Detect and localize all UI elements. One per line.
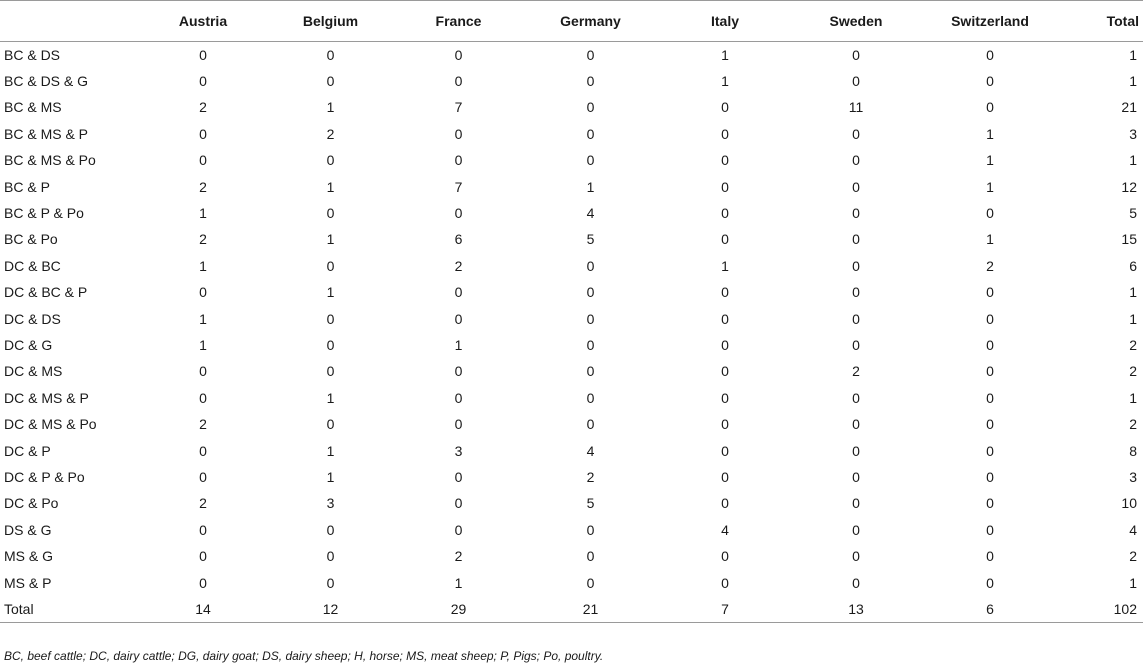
row-total-cell: 2 — [1129, 363, 1137, 380]
table-cell: 0 — [852, 46, 860, 63]
row-label: MS & G — [4, 548, 54, 565]
table-cell: 0 — [986, 574, 994, 591]
table-cell: 0 — [852, 521, 860, 538]
table-cell: 0 — [199, 152, 207, 169]
table-cell: 0 — [986, 495, 994, 512]
table-cell: 0 — [852, 205, 860, 222]
table-cell: 0 — [199, 46, 207, 63]
table-cell: 0 — [586, 574, 595, 591]
table-cell: 0 — [721, 495, 729, 512]
table-cell: 0 — [852, 284, 860, 301]
table-cell: 5 — [586, 495, 595, 512]
table-cell: 1 — [986, 125, 994, 142]
header-italy: Italy — [659, 1, 791, 42]
table-cell: 0 — [586, 257, 595, 274]
row-total-cell: 102 — [1059, 596, 1143, 622]
row-label: BC & Po — [4, 231, 58, 248]
table-cell: 0 — [721, 389, 729, 406]
table-cell: 1 — [454, 336, 463, 353]
table-cell: 0 — [852, 548, 860, 565]
table-cell: 0 — [852, 178, 860, 195]
row-label: DC & G — [4, 336, 53, 353]
row-total-cell: 2 — [1129, 416, 1137, 433]
row-total-cell: 1 — [1129, 73, 1137, 90]
table-cell: 0 — [199, 125, 207, 142]
row-label: BC & DS — [4, 46, 61, 63]
table-row — [0, 490, 1143, 516]
table-cell: 0 — [986, 468, 994, 485]
table-cell: 0 — [454, 284, 463, 301]
table-cell: 1 — [326, 389, 335, 406]
table-cell: 0 — [326, 574, 335, 591]
table-cell: 6 — [454, 231, 463, 248]
table-cell: 0 — [852, 310, 860, 327]
row-label: BC & P & Po — [4, 205, 84, 222]
table-cell: 1 — [199, 205, 207, 222]
table-row — [0, 464, 1143, 490]
table-cell: 0 — [586, 310, 595, 327]
table-cell: 29 — [395, 596, 522, 622]
table-cell: 0 — [326, 152, 335, 169]
table-cell: 1 — [326, 231, 335, 248]
row-label: DS & G — [4, 521, 52, 538]
table-cell: 0 — [721, 336, 729, 353]
table-cell: 0 — [721, 416, 729, 433]
row-label: DC & MS — [4, 363, 63, 380]
row-label: DC & Po — [4, 495, 59, 512]
row-total-cell: 15 — [1121, 231, 1137, 248]
table-row — [0, 569, 1143, 595]
table-row — [0, 411, 1143, 437]
table-cell: 0 — [986, 363, 994, 380]
table-cell: 0 — [852, 125, 860, 142]
table-cell: 0 — [326, 205, 335, 222]
table-cell: 0 — [721, 125, 729, 142]
table-cell: 0 — [326, 416, 335, 433]
table-body — [0, 42, 1143, 623]
table-header-row — [0, 1, 1143, 42]
table-footnote: BC, beef cattle; DC, dairy cattle; DG, dairy goat; DS, dairy sheep; H, horse; MS, meat sheep; P, Pigs; Po, poultry. — [4, 649, 604, 663]
header-label-cell — [0, 1, 140, 42]
table-cell: 0 — [986, 336, 994, 353]
table-cell: 2 — [454, 548, 463, 565]
header-germany: Germany — [522, 1, 659, 42]
header-france: France — [395, 1, 522, 42]
table-row — [0, 68, 1143, 94]
row-label: Total — [0, 596, 140, 622]
table-cell: 0 — [986, 310, 994, 327]
table-cell: 0 — [852, 231, 860, 248]
table-cell: 2 — [199, 416, 207, 433]
row-total-cell: 1 — [1129, 284, 1137, 301]
table-cell: 0 — [199, 574, 207, 591]
row-total-cell: 1 — [1129, 574, 1137, 591]
row-label: BC & MS & P — [4, 125, 89, 142]
header-switzerland: Switzerland — [921, 1, 1059, 42]
row-total-cell: 21 — [1121, 99, 1137, 116]
table-cell: 4 — [586, 205, 595, 222]
table-cell: 4 — [586, 442, 595, 459]
row-total-cell: 6 — [1129, 257, 1137, 274]
table-row — [0, 437, 1143, 463]
table-cell: 0 — [454, 389, 463, 406]
table-row — [0, 279, 1143, 305]
table-cell: 0 — [454, 205, 463, 222]
row-label: DC & BC — [4, 257, 61, 274]
table-cell: 0 — [326, 521, 335, 538]
table-cell: 0 — [852, 152, 860, 169]
row-total-cell: 3 — [1129, 125, 1137, 142]
row-total-cell: 4 — [1129, 521, 1137, 538]
table-cell: 0 — [721, 99, 729, 116]
table-cell: 0 — [721, 178, 729, 195]
table-cell: 0 — [852, 336, 860, 353]
table-cell: 7 — [659, 596, 791, 622]
table-cell: 0 — [326, 548, 335, 565]
table-cell: 0 — [199, 468, 207, 485]
table-cell: 2 — [586, 468, 595, 485]
row-total-cell: 2 — [1129, 548, 1137, 565]
table-cell: 2 — [199, 495, 207, 512]
table-cell: 7 — [454, 99, 463, 116]
table-cell: 0 — [586, 46, 595, 63]
table-cell: 0 — [586, 336, 595, 353]
table-cell: 2 — [852, 363, 860, 380]
table-cell: 2 — [454, 257, 463, 274]
row-total-cell: 3 — [1129, 468, 1137, 485]
row-label: DC & DS — [4, 310, 61, 327]
table-cell: 0 — [586, 548, 595, 565]
table-cell: 21 — [522, 596, 659, 622]
table-cell: 1 — [326, 468, 335, 485]
table-cell: 0 — [326, 73, 335, 90]
table-row — [0, 42, 1143, 68]
table-cell: 0 — [199, 73, 207, 90]
table-row — [0, 253, 1143, 279]
table-cell: 3 — [326, 495, 335, 512]
table-cell: 0 — [721, 231, 729, 248]
table-cell: 0 — [721, 205, 729, 222]
table-cell: 1 — [721, 73, 729, 90]
table-cell: 0 — [199, 521, 207, 538]
header-austria: Austria — [140, 1, 266, 42]
table-row — [0, 358, 1143, 384]
table-cell: 0 — [986, 205, 994, 222]
table-cell: 0 — [852, 416, 860, 433]
table-cell: 0 — [199, 548, 207, 565]
table-cell: 1 — [454, 574, 463, 591]
table-row — [0, 226, 1143, 252]
table-cell: 14 — [140, 596, 266, 622]
row-total-cell: 1 — [1129, 152, 1137, 169]
table-cell: 0 — [199, 363, 207, 380]
row-label: DC & P & Po — [4, 468, 85, 485]
table-cell: 0 — [454, 363, 463, 380]
table-cell: 0 — [852, 389, 860, 406]
table-cell: 0 — [721, 442, 729, 459]
table-cell: 1 — [721, 46, 729, 63]
table-cell: 0 — [586, 99, 595, 116]
table-cell: 13 — [791, 596, 921, 622]
table-cell: 0 — [986, 416, 994, 433]
table-cell: 0 — [586, 284, 595, 301]
table-cell: 0 — [721, 310, 729, 327]
table-cell: 0 — [721, 574, 729, 591]
header-sweden: Sweden — [791, 1, 921, 42]
table-row — [0, 94, 1143, 120]
header-belgium: Belgium — [266, 1, 395, 42]
table-cell: 0 — [454, 125, 463, 142]
row-total-cell: 10 — [1121, 495, 1137, 512]
table-cell: 0 — [721, 152, 729, 169]
row-label: BC & DS & G — [4, 73, 89, 90]
table-cell: 0 — [454, 310, 463, 327]
table-cell: 0 — [326, 257, 335, 274]
table-cell: 0 — [586, 73, 595, 90]
row-label: DC & BC & P — [4, 284, 88, 301]
header-total: Total — [1059, 1, 1143, 42]
table-cell: 0 — [199, 284, 207, 301]
table-cell: 0 — [721, 468, 729, 485]
row-total-cell: 5 — [1129, 205, 1137, 222]
table-cell: 3 — [454, 442, 463, 459]
table-cell: 0 — [326, 46, 335, 63]
table-cell: 1 — [721, 257, 729, 274]
row-total-cell: 2 — [1129, 336, 1137, 353]
table-cell: 0 — [199, 389, 207, 406]
table-cell: 0 — [852, 442, 860, 459]
table-cell: 0 — [326, 336, 335, 353]
table-cell: 0 — [852, 468, 860, 485]
row-label: BC & MS & Po — [4, 152, 96, 169]
table-cell: 0 — [454, 152, 463, 169]
table-cell: 0 — [986, 548, 994, 565]
table-cell: 0 — [586, 363, 595, 380]
table-cell: 0 — [852, 73, 860, 90]
table-cell: 1 — [326, 99, 335, 116]
table-row — [0, 200, 1143, 226]
table-row — [0, 147, 1143, 173]
table-cell: 2 — [986, 257, 994, 274]
table-cell: 2 — [326, 125, 335, 142]
table-cell: 0 — [454, 73, 463, 90]
table-cell: 0 — [986, 46, 994, 63]
row-total-cell: 1 — [1129, 46, 1137, 63]
row-label: DC & P — [4, 442, 51, 459]
table-cell: 0 — [454, 521, 463, 538]
table-cell: 0 — [454, 46, 463, 63]
table-total-row — [0, 596, 1143, 622]
table-row — [0, 517, 1143, 543]
table-cell: 1 — [326, 442, 335, 459]
row-total-cell: 1 — [1129, 310, 1137, 327]
table-cell: 1 — [986, 152, 994, 169]
table-cell: 0 — [199, 442, 207, 459]
table-cell: 4 — [721, 521, 729, 538]
table-cell: 0 — [586, 125, 595, 142]
table-cell: 1 — [199, 336, 207, 353]
table-row — [0, 332, 1143, 358]
row-total-cell: 12 — [1121, 178, 1137, 195]
table-cell: 11 — [848, 99, 864, 116]
table-cell: 0 — [721, 284, 729, 301]
table-cell: 12 — [266, 596, 395, 622]
table-cell: 0 — [454, 495, 463, 512]
table-cell: 6 — [921, 596, 1059, 622]
table-cell: 7 — [454, 178, 463, 195]
table-cell: 0 — [986, 73, 994, 90]
row-label: MS & P — [4, 574, 52, 591]
table-cell: 0 — [586, 416, 595, 433]
table-cell: 1 — [326, 178, 335, 195]
table-row — [0, 121, 1143, 147]
table-cell: 1 — [199, 310, 207, 327]
table-cell: 0 — [586, 152, 595, 169]
row-label: BC & P — [4, 178, 50, 195]
table-cell: 0 — [852, 495, 860, 512]
row-label: BC & MS — [4, 99, 62, 116]
table-cell: 1 — [326, 284, 335, 301]
table-row — [0, 385, 1143, 411]
table-row — [0, 543, 1143, 569]
table-cell: 2 — [199, 178, 207, 195]
table-cell: 0 — [986, 284, 994, 301]
row-total-cell: 8 — [1129, 442, 1137, 459]
table-row — [0, 173, 1143, 199]
table-cell: 0 — [326, 310, 335, 327]
table-cell: 0 — [852, 574, 860, 591]
row-total-cell: 1 — [1129, 389, 1137, 406]
table-cell: 1 — [986, 178, 994, 195]
table-cell: 0 — [721, 363, 729, 380]
table-cell: 0 — [986, 521, 994, 538]
table-cell: 0 — [986, 389, 994, 406]
table-cell: 0 — [986, 99, 994, 116]
table-cell: 0 — [326, 363, 335, 380]
row-label: DC & MS & P — [4, 389, 89, 406]
table-row — [0, 305, 1143, 331]
table-cell: 0 — [454, 468, 463, 485]
row-label: DC & MS & Po — [4, 416, 97, 433]
table-cell: 0 — [454, 416, 463, 433]
table-cell: 1 — [199, 257, 207, 274]
table-cell: 5 — [586, 231, 595, 248]
table-cell: 0 — [852, 257, 860, 274]
table-cell: 1 — [586, 178, 595, 195]
table-cell: 0 — [586, 389, 595, 406]
table-cell: 1 — [986, 231, 994, 248]
table-cell: 0 — [986, 442, 994, 459]
table-cell: 0 — [586, 521, 595, 538]
table-cell: 2 — [199, 231, 207, 248]
table-cell: 2 — [199, 99, 207, 116]
table-cell: 0 — [721, 548, 729, 565]
